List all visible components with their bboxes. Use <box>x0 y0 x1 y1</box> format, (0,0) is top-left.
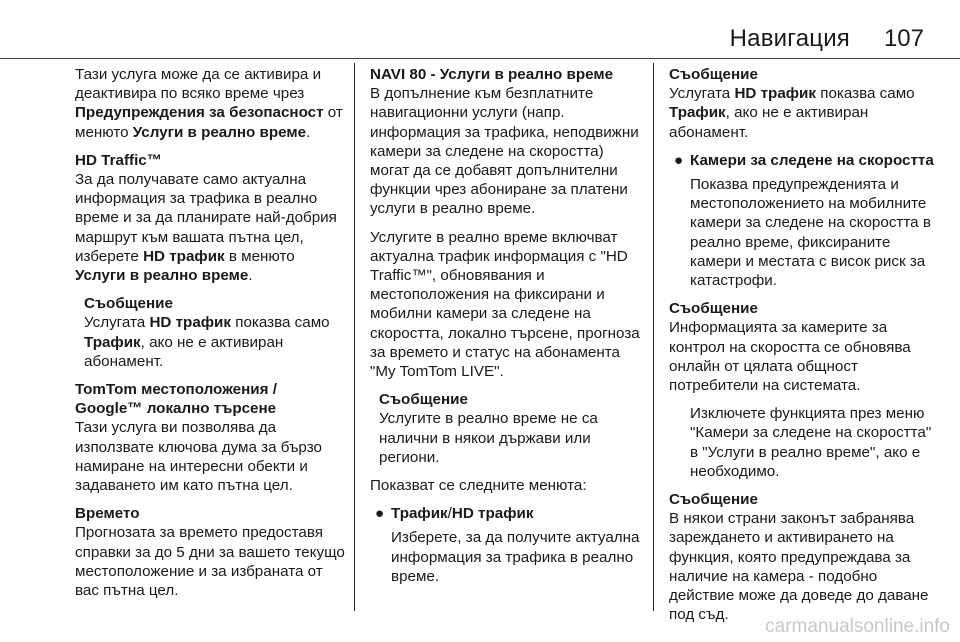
bullet-icon: ● <box>674 151 684 169</box>
note-box: Съобщение Услугата HD трафик показва само Трафик, ако не е активиран абонамент. <box>84 295 330 370</box>
note-indented-text: Изключете функцията през меню "Камери за следене на скоростта" в "Услуги в реално време", ако е необходимо. <box>690 405 932 480</box>
note-box: Съобщение В някои страни законът забранява зареждането и активирането на функция, която предупреждава за наличие на камера - подобно действие може да доведе до даване под съд. <box>669 491 929 624</box>
note-heading: Съобщение <box>84 295 173 313</box>
bullet-title: Камери за следене на скоростта <box>690 151 934 169</box>
tomtom-heading: TomTom местоположения / Google™ локално търсене <box>75 381 277 418</box>
weather-heading: Времето <box>75 505 140 523</box>
note-heading: Съобщение <box>669 66 758 83</box>
safety-alerts-label: Предупреждения за безопасност <box>75 104 324 122</box>
section-title: Навигация <box>729 25 850 52</box>
note-heading: Съобщение <box>669 300 758 318</box>
note-heading: Съобщение <box>669 491 758 509</box>
column-3 <box>669 65 934 624</box>
column-1 <box>75 65 345 609</box>
weather-text: Прогнозата за времето предоставя справки за до 5 дни за вашето текущо местоположение и за избраната от вас пътна цел. <box>75 524 345 600</box>
bullet-traffic <box>370 504 640 586</box>
menus-intro: Показват се следните менюта: <box>370 477 587 495</box>
column-divider-2 <box>653 63 654 611</box>
note-heading: Съобщение <box>379 391 468 409</box>
note-box: Съобщение Услугите в реално време не са налични в някои държави или региони. <box>379 391 598 466</box>
navi80-heading: NAVI 80 - Услуги в реално време <box>370 66 614 83</box>
bullet-speed-cameras <box>669 151 934 290</box>
hd-traffic-section <box>75 151 345 285</box>
note-box: Съобщение Информацията за камерите за контрол на скоростта се обновява онлайн от цялата общност потребители на системата. <box>669 300 911 395</box>
note-box: Съобщение Услугата HD трафик показва само Трафик, ако не е активиран абонамент. <box>669 66 915 141</box>
tomtom-section <box>75 380 345 495</box>
tomtom-text: Тази услуга ви позволява да използвате ключова дума за бързо намиране на интересни обекти и задаването им като пътна цел. <box>75 419 322 495</box>
page-header <box>0 0 960 56</box>
navi80-intro: В допълнение към безплатните навигационни услуги (напр. информация за трафика, неподвижни камери за следене на скоростта) могат да се добавят допълнителни функции чрез абониране за платени услуги в реално време. <box>370 85 639 218</box>
bullet-text: Показва предупрежденията и местоположението на мобилните камери за следене на скоростта в реално време, фиксираните камери и местата с висок риск за катастрофи. <box>690 176 931 290</box>
header-divider <box>0 58 960 59</box>
column-2 <box>370 65 640 595</box>
watermark: carmanualsonline.info <box>765 616 950 637</box>
hd-traffic-heading: HD Traffic™ <box>75 151 162 169</box>
hd-traffic-text: За да получавате само актуална информация за трафика в реално време и за да планирате най-добрия маршрут към вашата пътна цел, изберете HD трафик в менюто Услуги в реално време. <box>75 171 337 285</box>
bullet-title: Трафик/HD трафик <box>391 505 534 523</box>
live-services-description: Услугите в реално време включват актуална трафик информация с "HD Traffic™", обновявания и местоположения на фиксирани и мобилни камери за следене на скоростта, локално търсене, прогноза за времето и статус на абонамента "My TomTom LIVE". <box>370 228 640 381</box>
live-services-label: Услуги в реално време <box>132 123 307 141</box>
column-divider-1 <box>354 63 355 611</box>
intro-paragraph: Тази услуга може да се активира и деактивира по всяко време чрез Предупреждения за безопасност от менюто Услуги в реално време. <box>75 66 343 141</box>
page-number: 107 <box>883 25 924 52</box>
weather-section <box>75 504 345 600</box>
bullet-text: Изберете, за да получите актуална информация за трафика в реално време. <box>391 529 640 585</box>
bullet-icon: ● <box>375 505 385 523</box>
